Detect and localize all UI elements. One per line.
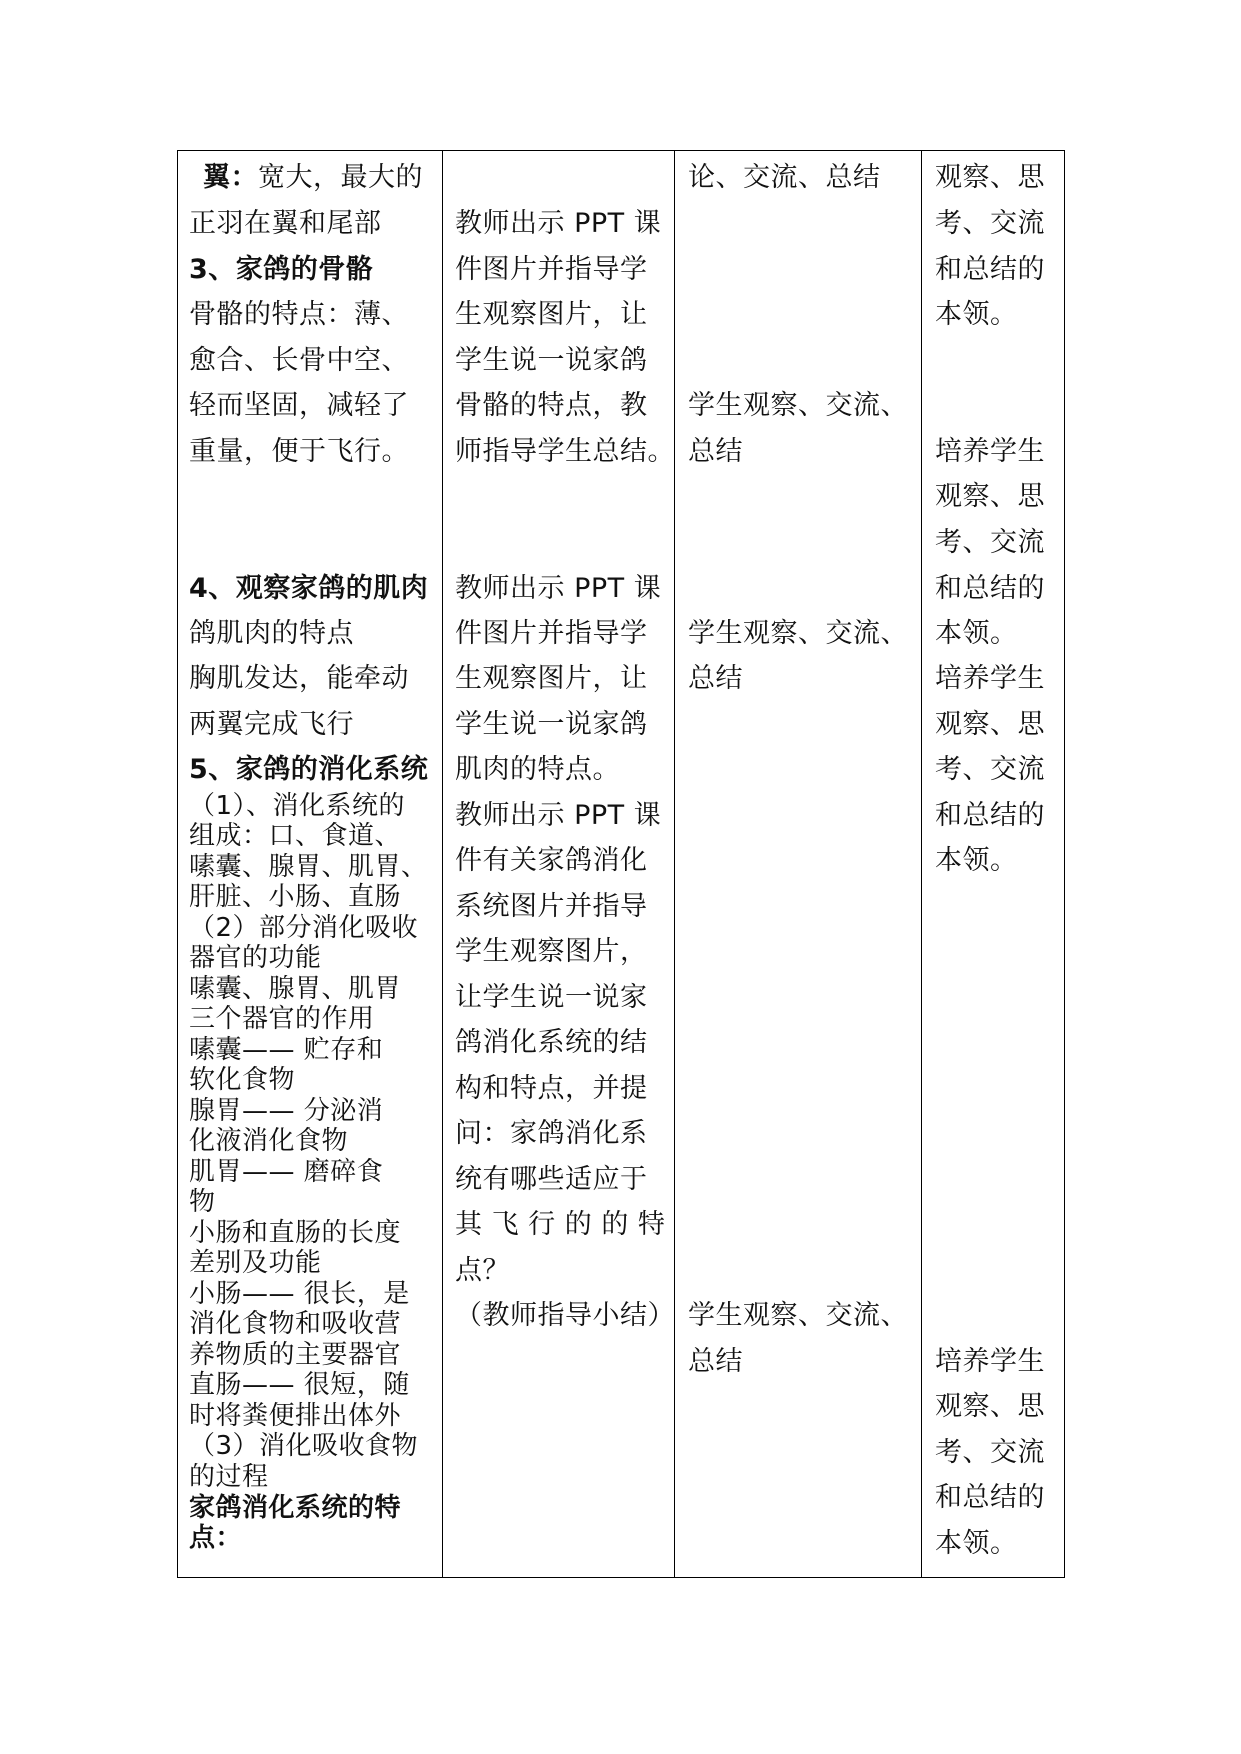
purpose-text: 观察、思 — [935, 162, 1045, 193]
purpose-text: 和总结的 — [935, 254, 1045, 285]
teacher-text: 生观察图片，让 — [455, 299, 648, 330]
digest-text: 的过程 — [189, 1462, 269, 1492]
purpose-text: 培养学生 — [935, 436, 1045, 467]
teacher-text: 其 飞 行 的 的 特 — [455, 1209, 666, 1240]
digest-text: 直肠—— 很短，随 — [189, 1370, 410, 1400]
teacher-text: 让学生说一说家 — [455, 982, 648, 1013]
digest-text: （2）部分消化吸收 — [189, 913, 419, 943]
bone-text: 重量，便于飞行。 — [189, 436, 409, 467]
purpose-text: 考、交流 — [935, 527, 1045, 558]
bone-text: 轻而坚固，减轻了 — [189, 390, 409, 421]
digest-text: 化液消化食物 — [189, 1126, 349, 1156]
student-text: 总结 — [688, 1346, 743, 1377]
teacher-text: 教师出示 PPT 课 — [455, 208, 662, 239]
digest-text: （1）、消化系统的 — [189, 791, 406, 821]
digest-text: 时将粪便排出体外 — [189, 1401, 402, 1431]
digest-text: 养物质的主要器官 — [189, 1340, 402, 1370]
teacher-text: 问：家鸽消化系 — [455, 1118, 648, 1149]
column-divider — [442, 151, 443, 1577]
bone-text: 骨骼的特点：薄、 — [189, 299, 409, 330]
teacher-text: 鸽消化系统的结 — [455, 1027, 648, 1058]
digest-summary-heading: 家鸽消化系统的特 — [189, 1493, 402, 1523]
teacher-text: 件图片并指导学 — [455, 254, 648, 285]
digest-text: 肝脏、小肠、直肠 — [189, 882, 402, 912]
student-text: 总结 — [688, 436, 743, 467]
column-divider — [921, 151, 922, 1577]
teacher-text: 骨骼的特点，教 — [455, 390, 648, 421]
teacher-text: 学生说一说家鸽 — [455, 709, 648, 740]
column-divider — [674, 151, 675, 1577]
teacher-text: 教师出示 PPT 课 — [455, 573, 662, 604]
student-text: 论、交流、总结 — [688, 162, 881, 193]
purpose-text: 观察、思 — [935, 1391, 1045, 1422]
teacher-text: 生观察图片，让 — [455, 663, 648, 694]
digest-text: 嗉囊、腺胃、肌胃、 — [189, 852, 428, 882]
digest-summary-heading: 点： — [189, 1523, 243, 1553]
section-heading-4: 4、观察家鸽的肌肉 — [189, 573, 429, 604]
teacher-text: 师指导学生总结。 — [455, 436, 675, 467]
teacher-text: 件有关家鸽消化 — [455, 845, 648, 876]
teacher-text: 点？ — [455, 1255, 510, 1286]
digest-text: 小肠和直肠的长度 — [189, 1218, 402, 1248]
purpose-text: 本领。 — [935, 1528, 1018, 1559]
purpose-text: 培养学生 — [935, 1346, 1045, 1377]
digest-text: 消化食物和吸收营 — [189, 1309, 402, 1339]
teacher-text: 学生说一说家鸽 — [455, 345, 648, 376]
wing-label: 翼： — [203, 162, 258, 193]
muscle-text: 两翼完成飞行 — [189, 709, 354, 740]
digest-text: 肌胃—— 磨碎食 — [189, 1157, 384, 1187]
digest-text: 嗉囊、腺胃、肌胃 — [189, 974, 402, 1004]
purpose-text: 和总结的 — [935, 1482, 1045, 1513]
purpose-text: 和总结的 — [935, 800, 1045, 831]
teacher-text: 构和特点，并提 — [455, 1073, 648, 1104]
teacher-text: 学生观察图片， — [455, 936, 648, 967]
teacher-text: 肌肉的特点。 — [455, 754, 620, 785]
student-text: 学生观察、交流、 — [688, 618, 908, 649]
purpose-text: 考、交流 — [935, 208, 1045, 239]
bone-text: 愈合、长骨中空、 — [189, 345, 409, 376]
section-heading-3: 3、家鸽的骨骼 — [189, 254, 374, 285]
teacher-text: 统有哪些适应于 — [455, 1164, 648, 1195]
purpose-text: 本领。 — [935, 618, 1018, 649]
teacher-text: 教师出示 PPT 课 — [455, 800, 662, 831]
purpose-text: 观察、思 — [935, 709, 1045, 740]
purpose-text: 本领。 — [935, 299, 1018, 330]
teacher-text: 件图片并指导学 — [455, 618, 648, 649]
teacher-text: 系统图片并指导 — [455, 891, 648, 922]
digest-text: （3）消化吸收食物 — [189, 1431, 419, 1461]
purpose-text: 考、交流 — [935, 754, 1045, 785]
digest-text: 物 — [189, 1187, 216, 1217]
student-text: 学生观察、交流、 — [688, 390, 908, 421]
digest-text: 小肠—— 很长，是 — [189, 1279, 410, 1309]
purpose-text: 本领。 — [935, 845, 1018, 876]
digest-text: 差别及功能 — [189, 1248, 322, 1278]
wing-text: 宽大，最大的 — [258, 162, 423, 193]
digest-text: 三个器官的作用 — [189, 1004, 375, 1034]
muscle-text: 鸽肌肉的特点 — [189, 618, 354, 649]
student-text: 学生观察、交流、 — [688, 1300, 908, 1331]
digest-text: 软化食物 — [189, 1065, 296, 1095]
purpose-text: 观察、思 — [935, 481, 1045, 512]
section-heading-5: 5、家鸽的消化系统 — [189, 754, 429, 785]
purpose-text: 培养学生 — [935, 663, 1045, 694]
muscle-text: 胸肌发达，能牵动 — [189, 663, 409, 694]
digest-text: 组成：口、食道、 — [189, 821, 402, 851]
wing-text-2: 正羽在翼和尾部 — [189, 208, 382, 239]
digest-text: 器官的功能 — [189, 943, 322, 973]
student-text: 总结 — [688, 663, 743, 694]
digest-text: 嗉囊—— 贮存和 — [189, 1035, 384, 1065]
teacher-text: （教师指导小结） — [455, 1300, 675, 1331]
purpose-text: 和总结的 — [935, 573, 1045, 604]
purpose-text: 考、交流 — [935, 1437, 1045, 1468]
digest-text: 腺胃—— 分泌消 — [189, 1096, 384, 1126]
